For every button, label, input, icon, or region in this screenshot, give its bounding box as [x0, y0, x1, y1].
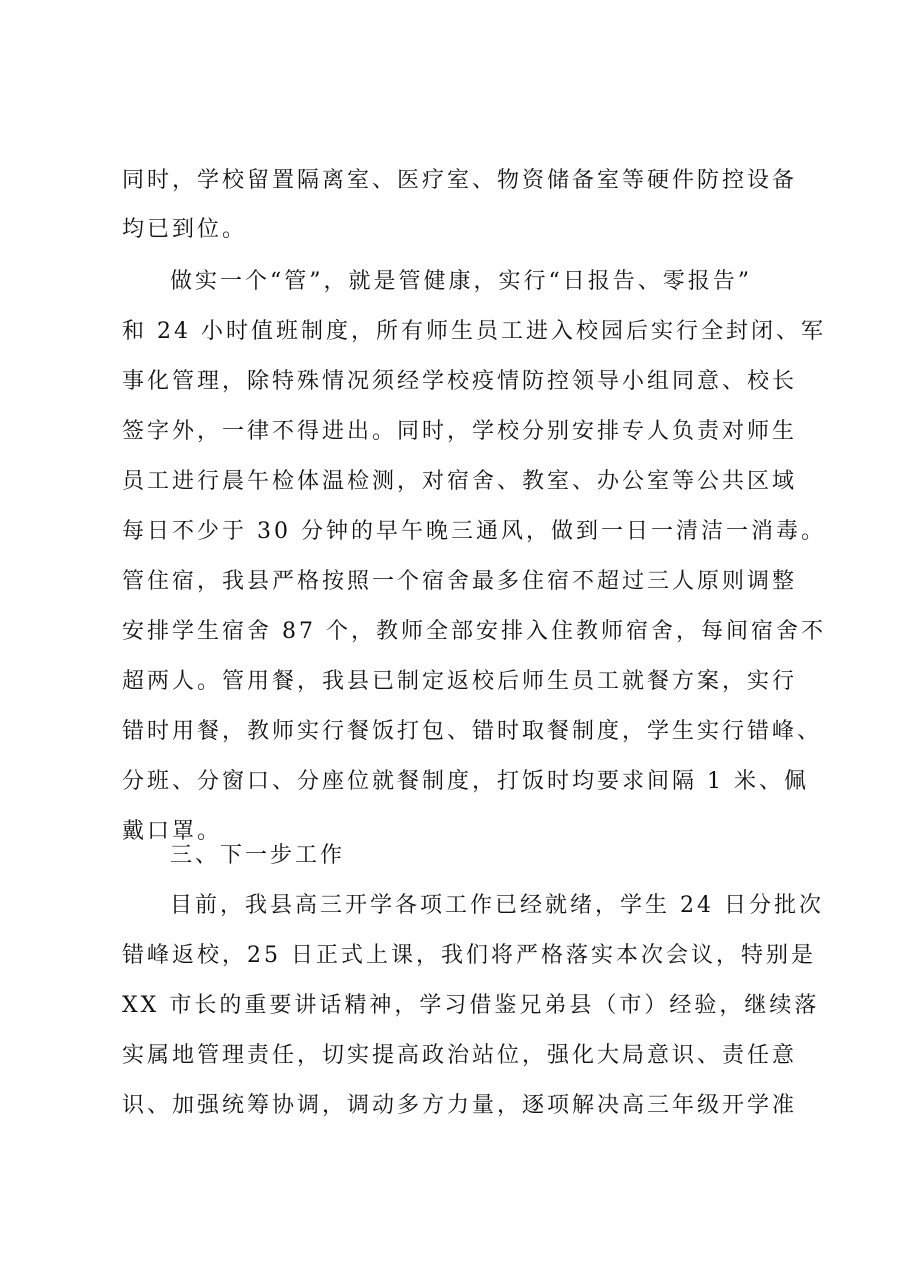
text-line: 和 24 小时值班制度，所有师生员工进入校园后实行全封闭、军 — [122, 319, 826, 344]
paragraph-first-line: 做实一个“管”，就是管健康，实行“日报告、零报告” — [170, 269, 752, 294]
text-line: 超两人。管用餐，我县已制定返校后师生员工就餐方案，实行 — [122, 669, 798, 694]
text-line: 错峰返校，25 日正式上课，我们将严格落实本次会议，特别是 — [122, 943, 816, 968]
text-line: 员工进行晨午检体温检测，对宿舍、教室、办公室等公共区域 — [122, 469, 798, 494]
text-line: 管住宿，我县严格按照一个宿舍最多住宿不超过三人原则调整 — [122, 569, 798, 594]
text-line: 事化管理，除特殊情况须经学校疫情防控领导小组同意、校长 — [122, 369, 798, 394]
text-line: 识、加强统筹协调，调动多方力量，逐项解决高三年级开学准 — [122, 1093, 798, 1118]
text-line: 安排学生宿舍 87 个，教师全部安排入住教师宿舍，每间宿舍不 — [122, 619, 826, 644]
text-line: 每日不少于 30 分钟的早午晚三通风，做到一日一清洁一消毒。 — [122, 519, 826, 544]
text-line: 戴口罩。 — [122, 819, 223, 844]
text-line: 均已到位。 — [122, 217, 248, 242]
text-line: 同时，学校留置隔离室、医疗室、物资储备室等硬件防控设备 — [122, 168, 798, 193]
text-line: 实属地管理责任，切实提高政治站位，强化大局意识、责任意 — [122, 1043, 798, 1068]
section-heading: 三、下一步工作 — [170, 843, 346, 868]
text-line: 分班、分窗口、分座位就餐制度，打饭时均要求间隔 1 米、佩 — [122, 769, 809, 794]
paragraph-first-line: 目前，我县高三开学各项工作已经就绪，学生 24 日分批次 — [170, 893, 824, 918]
text-line: XX 市长的重要讲话精神，学习借鉴兄弟县（市）经验，继续落 — [122, 993, 820, 1018]
text-line: 错时用餐，教师实行餐饭打包、错时取餐制度，学生实行错峰、 — [122, 719, 823, 744]
text-line: 签字外，一律不得进出。同时，学校分别安排专人负责对师生 — [122, 419, 798, 444]
